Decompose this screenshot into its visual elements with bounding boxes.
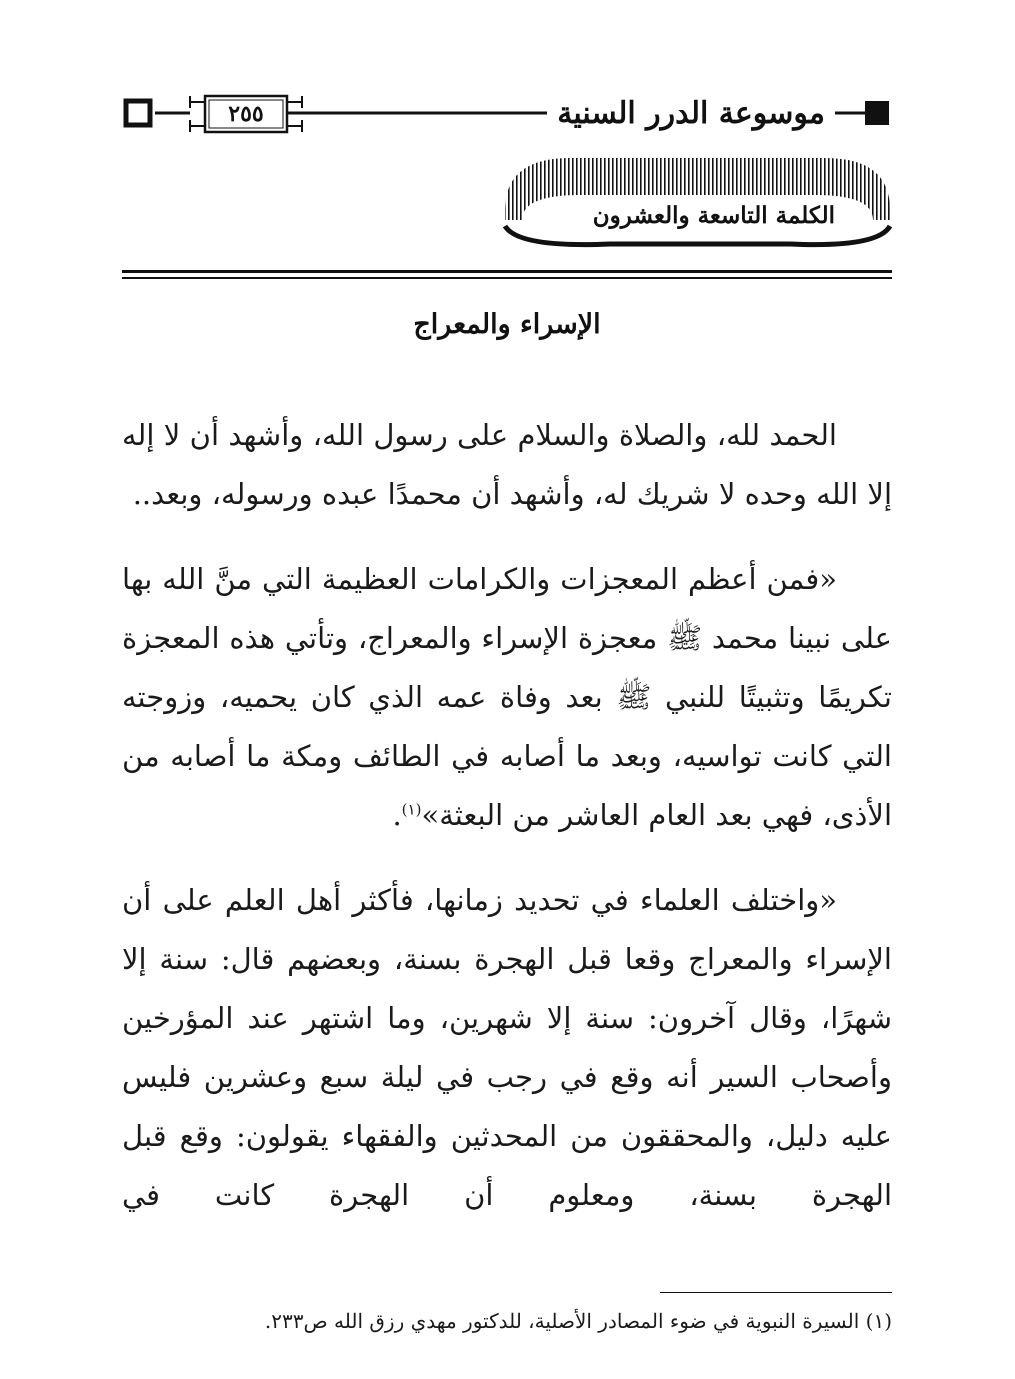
footnote-divider (660, 1292, 892, 1293)
paragraph-dating: «واختلف العلماء في تحديد زمانها، فأكثر أهل العلم على أن الإسراء والمعراج وقعا قبل الهجرة بسنة، وبعضهم قال: سنة إلا شهرًا، وقال آخرون: سنة إلا شهرين، وما اشتهر عند المؤرخين وأصحاب السير أنه وقع في رجب في ليلة سبع وعشرين فليس عليه دليل، والمحققون من المحدثين والفقهاء يقولون: وقع قبل الهجرة بسنة، ومعلوم أن الهجرة كانت في (122, 883, 892, 1212)
paragraph-intro: الحمد لله، والصلاة والسلام على رسول الله، وأشهد أن لا إله إلا الله وحده لا شريك له، وأشهد أن محمدًا عبده ورسوله، وبعد.. (122, 418, 892, 511)
paragraph-miracle-end: . (392, 798, 402, 832)
body-text (122, 406, 892, 1225)
footnote: (١) السيرة النبوية في ضوء المصادر الأصلية، للدكتور مهدي رزق الله ص٢٣٣. (264, 1309, 892, 1333)
paragraph-miracle-text: «فمن أعظم المعجزات والكرامات العظيمة التي منَّ الله بها على نبينا محمد ﷺ معجزة الإسراء والمعراج، وتأتي هذه المعجزة تكريمًا وتثبيتًا للنبي ﷺ بعد وفاة عمه الذي كان يحميه، وزوجته التي كانت تواسيه، وبعد ما أصابه في الطائف ومكة ما أصابه من الأذى، فهي بعد العام العاشر من البعثة» (122, 562, 892, 832)
page-header (120, 88, 895, 140)
chapter-title: الكلمة التاسعة والعشرون (592, 202, 835, 229)
chapter-badge (500, 150, 895, 250)
page-number: ٢٥٥ (228, 101, 264, 127)
section-title: الإسراء والمعراج (413, 309, 601, 340)
paragraph-miracle (122, 550, 892, 845)
header-divider (122, 270, 892, 279)
footnote-reference: (١) (401, 800, 422, 819)
series-title: موسوعة الدرر السنية (547, 92, 835, 136)
